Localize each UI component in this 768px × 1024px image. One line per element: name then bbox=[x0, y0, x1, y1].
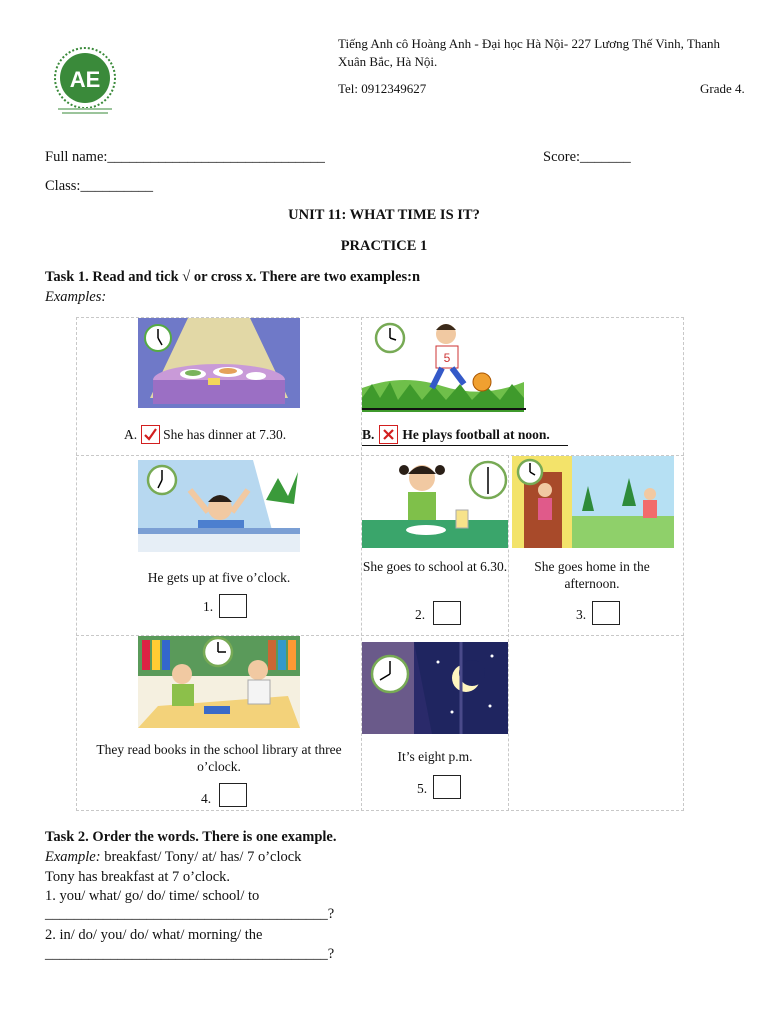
item1-text: He gets up at five o’clock. bbox=[147, 570, 291, 585]
class-field: Class:__________ bbox=[45, 178, 153, 194]
task2-answer-line-1[interactable]: _______________________________________? bbox=[45, 906, 335, 922]
tel-number: Tel: 0912349627 bbox=[338, 81, 427, 96]
example-a-letter: A. bbox=[124, 426, 138, 442]
item2-answer-box[interactable] bbox=[433, 601, 461, 625]
task1-heading: Task 1. Read and tick √ or cross x. There are two examples:n bbox=[45, 269, 421, 285]
item4-answer-box[interactable] bbox=[219, 783, 247, 807]
item1-answer-box[interactable] bbox=[219, 594, 247, 618]
item5-text: It’s eight p.m. bbox=[397, 749, 473, 764]
item3-number: 3. bbox=[576, 607, 587, 622]
example-a-text: She has dinner at 7.30. bbox=[163, 426, 287, 442]
score-field: Score:_______ bbox=[543, 149, 631, 165]
task2-example-answer: Tony has breakfast at 7 o’clock. bbox=[45, 869, 231, 885]
task2-example-words: breakfast/ Tony/ at/ has/ 7 o’clock bbox=[100, 849, 302, 865]
example-b-letter: B. bbox=[362, 426, 375, 442]
dinner-picture bbox=[138, 318, 300, 413]
school-name-line2: Xuân Bắc, Hà Nội. bbox=[338, 54, 438, 69]
task2-question-1: 1. you/ what/ go/ do/ time/ school/ to bbox=[45, 888, 260, 904]
examples-label: Examples: bbox=[45, 289, 107, 305]
task2-example-label: Example: bbox=[45, 849, 101, 865]
full-name-field: Full name:______________________________ bbox=[45, 149, 325, 165]
cross-icon bbox=[379, 425, 398, 444]
task2-question-2: 2. in/ do/ you/ do/ what/ morning/ the bbox=[45, 927, 263, 943]
unit-title: UNIT 11: WHAT TIME IS IT? bbox=[288, 207, 480, 223]
item4-number: 4. bbox=[201, 791, 212, 806]
school-name-line1: Tiếng Anh cô Hoàng Anh - Đại học Hà Nội- 227 Lương Thế Vinh, Thanh bbox=[338, 36, 721, 51]
football-picture bbox=[362, 318, 524, 417]
item2-number: 2. bbox=[415, 607, 426, 622]
item3-answer-box[interactable] bbox=[592, 601, 620, 625]
item5-answer-box[interactable] bbox=[433, 775, 461, 799]
practice-title: PRACTICE 1 bbox=[340, 238, 428, 254]
task2-answer-line-2[interactable]: _______________________________________? bbox=[45, 946, 335, 962]
item4-text: They read books in the school library at three o’clock. bbox=[96, 742, 342, 774]
svg-text:5: 5 bbox=[443, 351, 451, 365]
wake-up-picture bbox=[138, 460, 300, 557]
logo-text: AE bbox=[69, 67, 101, 92]
item3-text: She goes home in the afternoon. bbox=[534, 559, 650, 591]
logo bbox=[50, 46, 120, 116]
night-picture bbox=[362, 642, 508, 739]
item5-number: 5. bbox=[417, 781, 428, 796]
task2-heading: Task 2. Order the words. There is one example. bbox=[45, 829, 337, 845]
library-picture bbox=[138, 636, 300, 733]
tick-icon bbox=[141, 425, 160, 444]
going-home-picture bbox=[512, 456, 674, 553]
grade-label: Grade 4. bbox=[700, 81, 745, 96]
item2-text: She goes to school at 6.30. bbox=[362, 559, 508, 574]
example-b-text: He plays football at noon. bbox=[402, 426, 550, 442]
breakfast-picture bbox=[362, 456, 508, 553]
item1-number: 1. bbox=[203, 599, 214, 614]
